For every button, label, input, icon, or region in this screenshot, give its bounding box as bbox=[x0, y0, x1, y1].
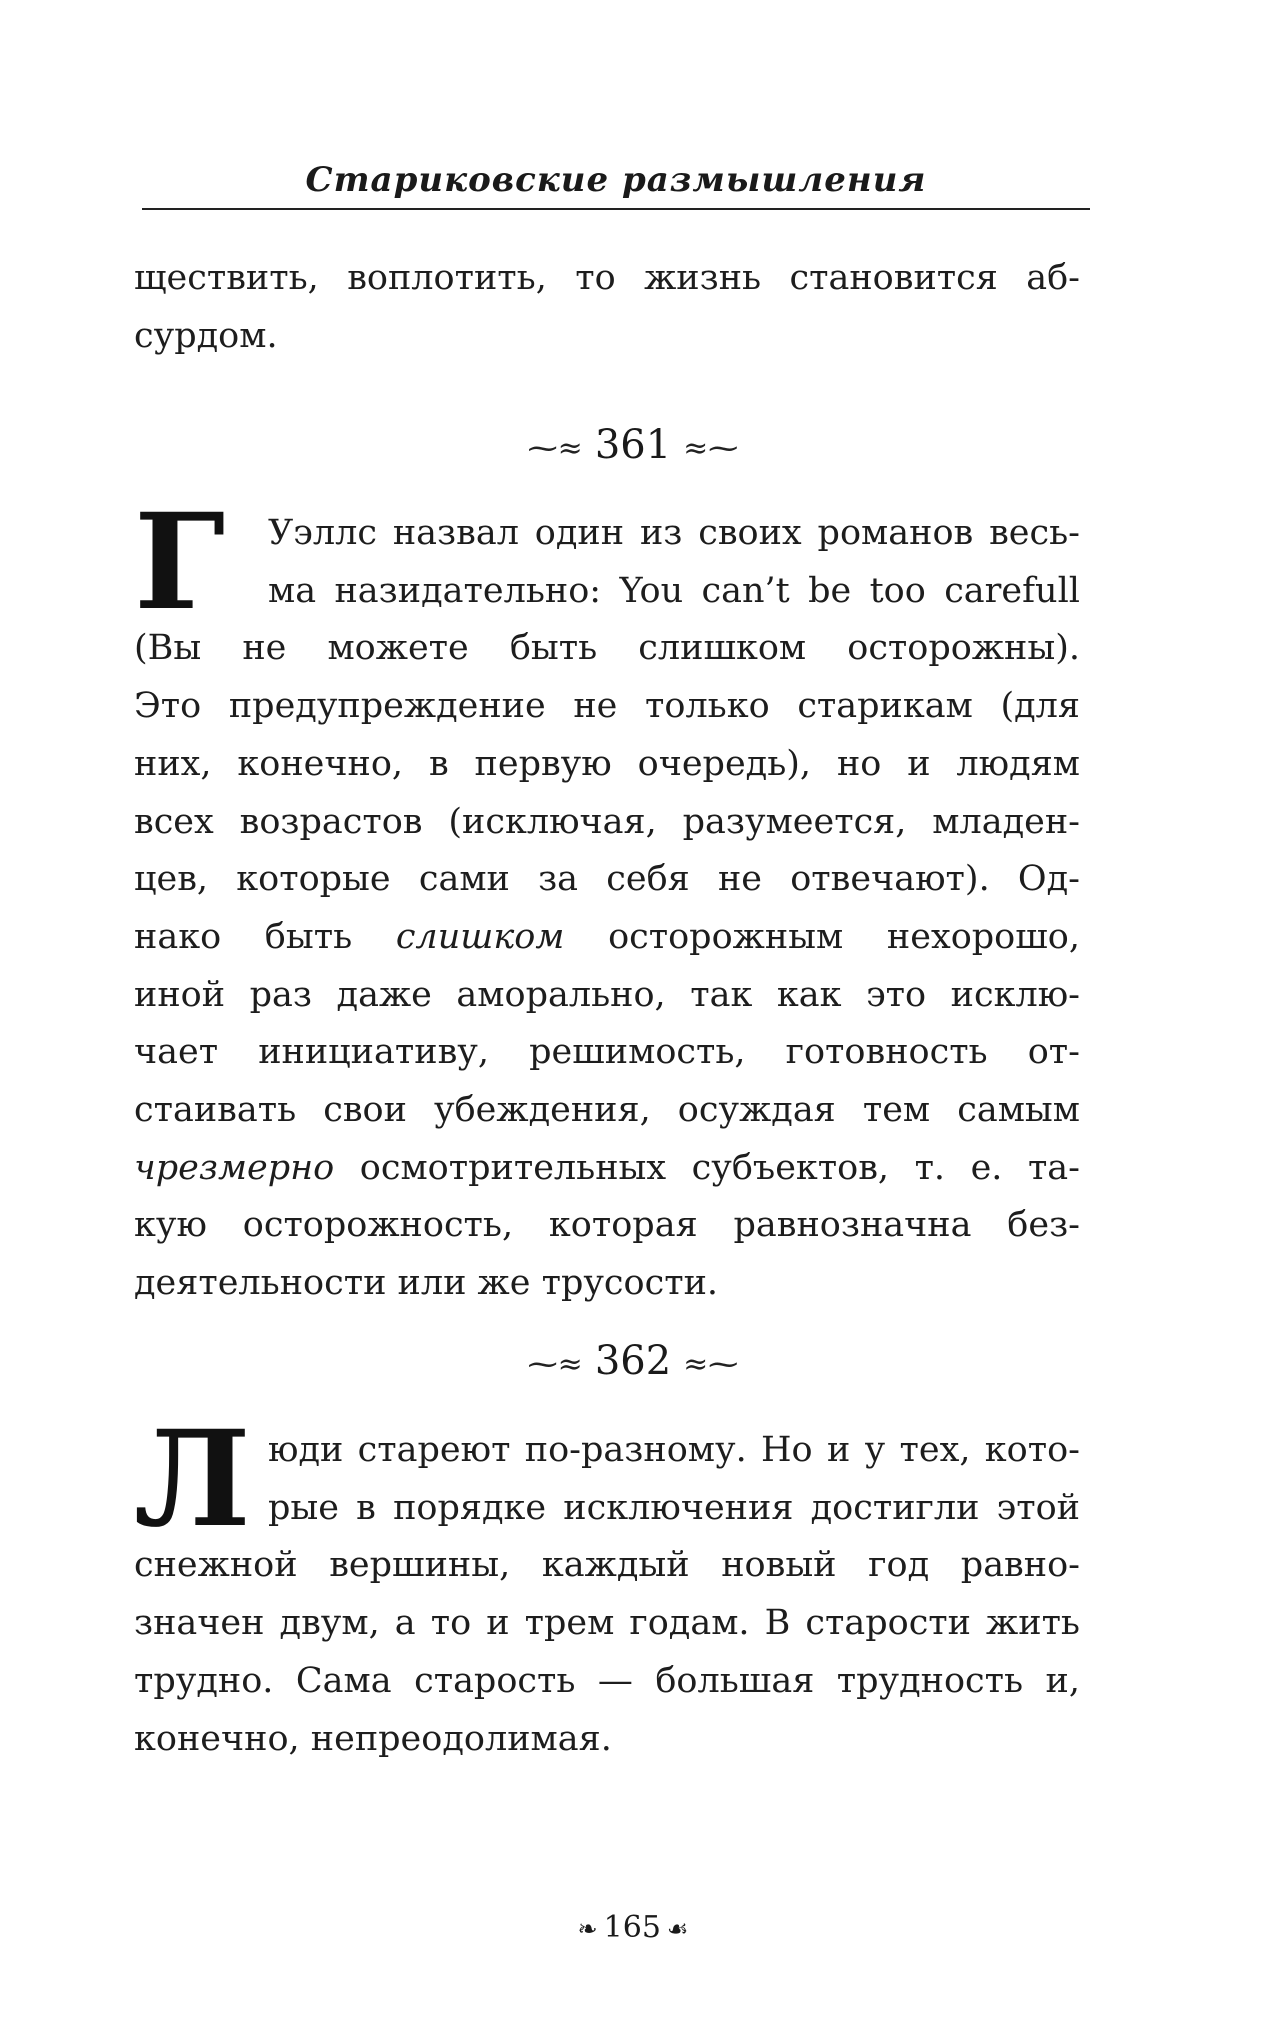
text-line: цев, которые сами за себя не отвечают). Од- bbox=[134, 859, 1080, 900]
ornament-left-icon: ❧ bbox=[577, 1915, 598, 1943]
section-number-362 bbox=[0, 1338, 1266, 1384]
running-head: Стариковские размышления bbox=[305, 160, 927, 200]
page-number: ❧ 165 ☙ bbox=[0, 1910, 1266, 1945]
paragraph-361 bbox=[134, 485, 1080, 1313]
text-line: конечно, непреодолимая. bbox=[134, 1718, 612, 1759]
text-line: всех возрастов (исключая, разумеется, младен- bbox=[134, 801, 1080, 842]
text-line: Это предупреждение не только старикам (для bbox=[134, 686, 1080, 727]
continued-paragraph bbox=[134, 250, 1080, 365]
text-line: сурдом. bbox=[134, 315, 278, 356]
text-line: кую осторожность, которая равнозначна без- bbox=[134, 1205, 1080, 1246]
paragraph-362 bbox=[134, 1402, 1080, 1768]
text-line: рые в порядке исключения достигли этой bbox=[268, 1487, 1080, 1528]
italic-word: чрезмерно bbox=[134, 1147, 335, 1188]
text-line: ма назидательно: You can’t be too carefull bbox=[268, 570, 1080, 611]
section-number: 361 bbox=[594, 422, 672, 468]
section-number-361 bbox=[0, 422, 1266, 468]
text-line-with-italic: чрезмерно осмотрительных субъектов, т. е. та- bbox=[134, 1147, 1080, 1188]
header-rule bbox=[142, 208, 1090, 210]
text-line: трудно. Сама старость — большая трудность и, bbox=[134, 1660, 1080, 1701]
text-line-with-italic: нако быть слишком осторожным нехорошо, bbox=[134, 916, 1080, 957]
text-line: чает инициативу, решимость, готовность от- bbox=[134, 1032, 1080, 1073]
text-line: ществить, воплотить, то жизнь становится аб- bbox=[134, 258, 1080, 298]
text-line: иной раз даже аморально, так как это исклю- bbox=[134, 974, 1080, 1015]
drop-cap: Л bbox=[134, 1402, 251, 1557]
text-line: Уэллс назвал один из своих романов весь- bbox=[268, 513, 1080, 553]
text-line: (Вы не можете быть слишком осторожны). bbox=[134, 628, 1080, 669]
text-line: деятельности или же трусости. bbox=[134, 1263, 719, 1304]
text-line: них, конечно, в первую очередь), но и людям bbox=[134, 743, 1080, 784]
flourish-left-icon: ⁓≈ bbox=[527, 1346, 583, 1382]
ornament-right-icon: ☙ bbox=[666, 1915, 689, 1943]
text-line: снежной вершины, каждый новый год равно- bbox=[134, 1545, 1080, 1586]
flourish-left-icon: ⁓≈ bbox=[527, 430, 583, 466]
text-line: юди стареют по-разному. Но и у тех, кото- bbox=[268, 1430, 1080, 1470]
drop-cap: Г bbox=[134, 485, 226, 640]
flourish-right-icon: ≈⁓ bbox=[683, 430, 739, 466]
section-number: 362 bbox=[594, 1338, 672, 1384]
text-line: значен двум, а то и трем годам. В старости жить bbox=[134, 1603, 1080, 1644]
text-line: стаивать свои убеждения, осуждая тем самым bbox=[134, 1090, 1080, 1131]
flourish-right-icon: ≈⁓ bbox=[683, 1346, 739, 1382]
italic-word: слишком bbox=[395, 916, 565, 957]
